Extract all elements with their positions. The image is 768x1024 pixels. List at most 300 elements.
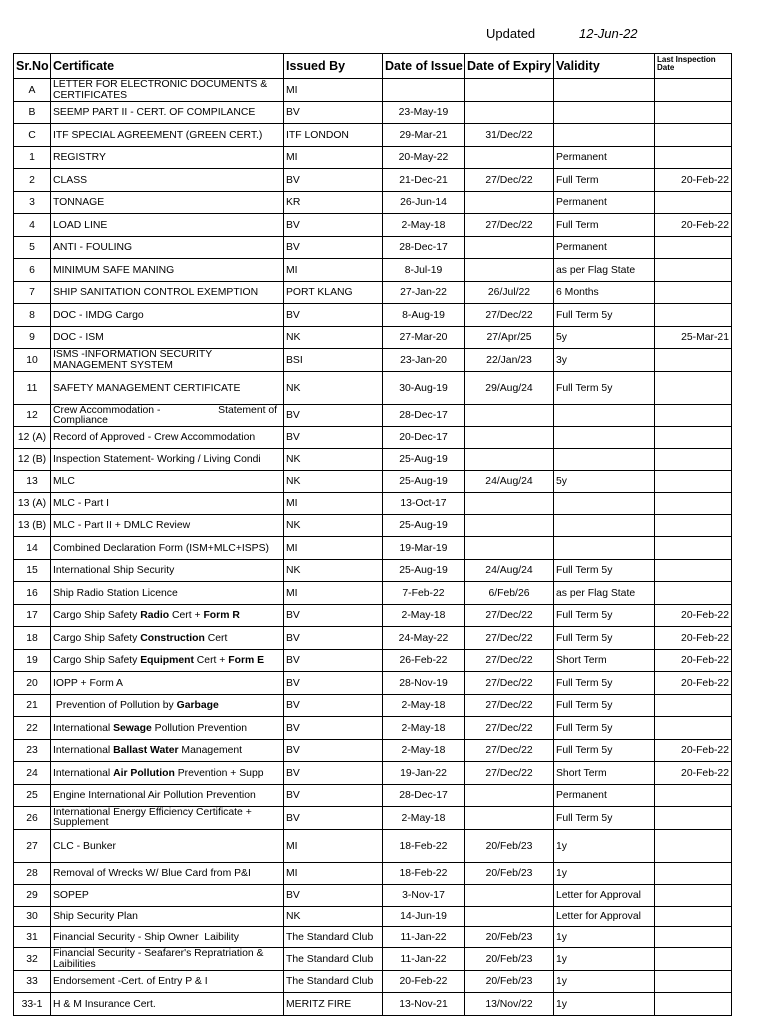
table-row <box>14 147 732 169</box>
row-issued-by: BV <box>284 717 383 740</box>
row-sr-number: 31 <box>14 927 51 948</box>
row-date-of-expiry: 27/Dec/22 <box>465 695 554 717</box>
row-certificate <box>51 560 284 582</box>
row-date-of-expiry <box>465 405 554 427</box>
row-validity: as per Flag State <box>554 259 655 282</box>
row-validity <box>554 537 655 560</box>
row-date-of-expiry <box>465 79 554 102</box>
certificate-text: International <box>53 745 114 756</box>
row-date-of-expiry: 27/Dec/22 <box>465 304 554 327</box>
certificate-text: Cert + <box>193 655 229 666</box>
certificate-text: Combined Declaration Form (ISM+MLC+ISPS) <box>53 542 269 554</box>
row-date-of-expiry <box>465 147 554 169</box>
row-certificate <box>51 372 284 405</box>
row-date-of-expiry: 31/Dec/22 <box>465 124 554 147</box>
row-date-of-expiry <box>465 907 554 927</box>
row-validity: Permanent <box>554 147 655 169</box>
certificate-text: Form R <box>203 610 240 621</box>
certificate-text: Form E <box>228 655 265 666</box>
table-row <box>14 493 732 515</box>
row-date-of-issue: 28-Nov-19 <box>383 672 465 695</box>
row-sr-number: C <box>14 124 51 147</box>
row-date-of-expiry <box>465 885 554 907</box>
table-row <box>14 650 732 672</box>
row-sr-number: 6 <box>14 259 51 282</box>
table-row <box>14 695 732 717</box>
row-last-inspection-date <box>655 147 732 169</box>
row-validity <box>554 79 655 102</box>
row-last-inspection-date <box>655 427 732 449</box>
row-certificate <box>51 427 284 449</box>
row-certificate <box>51 927 284 948</box>
row-issued-by: BV <box>284 605 383 627</box>
certificate-text: Removal of Wrecks W/ Blue Card from P&I <box>53 868 251 879</box>
row-sr-number: 20 <box>14 672 51 695</box>
row-issued-by: BV <box>284 885 383 907</box>
row-certificate <box>51 695 284 717</box>
certificate-text: ANTI - FOULING <box>53 242 133 253</box>
page-header <box>0 26 768 44</box>
row-issued-by: KR <box>284 192 383 214</box>
row-validity: Full Term <box>554 169 655 192</box>
certificate-text: Prevention of Pollution by <box>53 700 177 711</box>
row-issued-by: MI <box>284 147 383 169</box>
certificate-text: Cert <box>204 632 228 644</box>
row-certificate <box>51 993 284 1016</box>
table-row <box>14 537 732 560</box>
row-last-inspection-date <box>655 237 732 259</box>
certificates-table <box>13 53 732 1016</box>
row-validity: 1y <box>554 830 655 863</box>
row-last-inspection-date <box>655 124 732 147</box>
row-validity: Full Term 5y <box>554 695 655 717</box>
certificate-text: H & M Insurance Cert. <box>53 998 156 1010</box>
row-date-of-issue: 2-May-18 <box>383 717 465 740</box>
row-issued-by: The Standard Club <box>284 948 383 971</box>
row-certificate <box>51 349 284 372</box>
row-issued-by: BV <box>284 304 383 327</box>
row-last-inspection-date <box>655 830 732 863</box>
table-row <box>14 79 732 102</box>
row-last-inspection-date <box>655 695 732 717</box>
row-validity: Full Term 5y <box>554 560 655 582</box>
row-validity: Letter for Approval <box>554 907 655 927</box>
row-validity <box>554 449 655 471</box>
row-last-inspection-date <box>655 349 732 372</box>
row-last-inspection-date <box>655 405 732 427</box>
table-row <box>14 259 732 282</box>
table-row <box>14 885 732 907</box>
row-sr-number: 21 <box>14 695 51 717</box>
row-date-of-expiry <box>465 537 554 560</box>
row-sr-number: 12 (A) <box>14 427 51 449</box>
table-row <box>14 282 732 304</box>
row-last-inspection-date <box>655 102 732 124</box>
row-validity: Full Term 5y <box>554 807 655 830</box>
row-certificate <box>51 237 284 259</box>
row-date-of-expiry: 24/Aug/24 <box>465 560 554 582</box>
row-certificate <box>51 124 284 147</box>
certificate-text: SOPEP <box>53 890 89 901</box>
row-certificate <box>51 672 284 695</box>
row-issued-by: NK <box>284 515 383 537</box>
certificate-text: MLC - Part I <box>53 498 110 509</box>
row-date-of-issue: 11-Jan-22 <box>383 927 465 948</box>
row-last-inspection-date: 20-Feb-22 <box>655 650 732 672</box>
row-certificate <box>51 147 284 169</box>
certificate-text: LETTER FOR ELECTRONIC DOCUMENTS & CERTIFICATES <box>53 79 271 101</box>
row-issued-by: MI <box>284 863 383 885</box>
row-certificate <box>51 627 284 650</box>
row-last-inspection-date: 20-Feb-22 <box>655 740 732 762</box>
row-date-of-issue: 20-May-22 <box>383 147 465 169</box>
row-date-of-expiry <box>465 102 554 124</box>
certificate-text: SHIP SANITATION CONTROL EXEMPTION <box>53 287 259 298</box>
certificate-text: Ballast Water <box>113 745 179 756</box>
row-date-of-expiry: 29/Aug/24 <box>465 372 554 405</box>
certificate-text: International Ship Security <box>53 565 175 576</box>
row-issued-by: NK <box>284 372 383 405</box>
row-issued-by: BV <box>284 762 383 785</box>
table-row <box>14 214 732 237</box>
row-validity: 3y <box>554 349 655 372</box>
table-row <box>14 762 732 785</box>
row-validity: 5y <box>554 327 655 349</box>
certificate-text: Record of Approved - Crew Accommodation <box>53 432 256 443</box>
row-certificate <box>51 493 284 515</box>
row-issued-by: BV <box>284 695 383 717</box>
row-issued-by: NK <box>284 907 383 927</box>
certificate-text: Prevention + Supp <box>174 767 264 779</box>
table-row <box>14 560 732 582</box>
row-last-inspection-date <box>655 537 732 560</box>
row-sr-number: 12 (B) <box>14 449 51 471</box>
row-validity: 6 Months <box>554 282 655 304</box>
row-date-of-issue: 25-Aug-19 <box>383 471 465 493</box>
row-issued-by: MI <box>284 259 383 282</box>
table-row <box>14 124 732 147</box>
certificate-text: IOPP + Form A <box>53 677 123 689</box>
table-row <box>14 192 732 214</box>
certificate-text: DOC - ISM <box>53 332 104 343</box>
row-certificate <box>51 304 284 327</box>
row-last-inspection-date: 25-Mar-21 <box>655 327 732 349</box>
table-row <box>14 582 732 605</box>
table-row <box>14 907 732 927</box>
certificate-text: DOC - IMDG Cargo <box>53 309 144 321</box>
certificate-text: International Energy Efficiency Certificate + Supplement <box>53 807 255 828</box>
column-header-date-of-expiry: Date of Expiry <box>465 54 554 79</box>
row-issued-by: MI <box>284 537 383 560</box>
certificate-text: Inspection Statement- Working / Living Condi <box>53 454 261 465</box>
row-validity <box>554 493 655 515</box>
row-sr-number: 29 <box>14 885 51 907</box>
row-date-of-expiry <box>465 427 554 449</box>
certificate-text: Pollution Prevention <box>151 722 248 734</box>
row-date-of-issue: 11-Jan-22 <box>383 948 465 971</box>
row-issued-by: BSI <box>284 349 383 372</box>
row-certificate <box>51 650 284 672</box>
table-row <box>14 971 732 993</box>
column-header-validity: Validity <box>554 54 655 79</box>
row-last-inspection-date <box>655 785 732 807</box>
certificate-text: SAFETY MANAGEMENT CERTIFICATE <box>53 382 241 394</box>
row-certificate <box>51 102 284 124</box>
table-row <box>14 427 732 449</box>
row-date-of-expiry <box>465 237 554 259</box>
row-last-inspection-date: 20-Feb-22 <box>655 169 732 192</box>
certificate-text: Financial Security - Ship Owner Laibility <box>53 931 239 943</box>
row-sr-number: A <box>14 79 51 102</box>
row-last-inspection-date <box>655 304 732 327</box>
table-row <box>14 807 732 830</box>
table-header-row <box>14 54 732 79</box>
row-sr-number: 10 <box>14 349 51 372</box>
row-validity <box>554 515 655 537</box>
row-validity: Permanent <box>554 192 655 214</box>
row-certificate <box>51 863 284 885</box>
row-date-of-issue: 25-Aug-19 <box>383 449 465 471</box>
row-issued-by: NK <box>284 327 383 349</box>
row-date-of-expiry <box>465 493 554 515</box>
row-certificate <box>51 471 284 493</box>
row-sr-number: 30 <box>14 907 51 927</box>
certificate-text: International <box>53 722 114 734</box>
column-header-date-of-issue: Date of Issue <box>383 54 465 79</box>
row-last-inspection-date <box>655 993 732 1016</box>
certificate-text: Radio <box>140 610 170 621</box>
row-issued-by: NK <box>284 471 383 493</box>
row-date-of-issue: 3-Nov-17 <box>383 885 465 907</box>
row-validity: Full Term 5y <box>554 717 655 740</box>
row-issued-by: ITF LONDON <box>284 124 383 147</box>
row-sr-number: 1 <box>14 147 51 169</box>
certificate-text: Crew Accommodation - Statement of Compliance <box>53 404 280 426</box>
row-certificate <box>51 259 284 282</box>
row-sr-number: 12 <box>14 405 51 427</box>
row-issued-by: BV <box>284 169 383 192</box>
row-date-of-expiry: 13/Nov/22 <box>465 993 554 1016</box>
row-last-inspection-date <box>655 372 732 405</box>
table-row <box>14 740 732 762</box>
row-date-of-issue: 2-May-18 <box>383 605 465 627</box>
table-row <box>14 405 732 427</box>
certificate-text: REGISTRY <box>53 152 106 163</box>
row-certificate <box>51 79 284 102</box>
table-body <box>14 79 732 1016</box>
row-date-of-issue: 28-Dec-17 <box>383 405 465 427</box>
row-date-of-expiry: 26/Jul/22 <box>465 282 554 304</box>
certificate-text: Equipment <box>140 655 194 666</box>
updated-label: Updated <box>486 26 536 41</box>
row-date-of-expiry <box>465 785 554 807</box>
table-row <box>14 830 732 863</box>
row-certificate <box>51 907 284 927</box>
certificate-text: Financial Security - Seafarer's Repratriation & Laibilities <box>53 948 267 970</box>
row-date-of-expiry: 27/Dec/22 <box>465 169 554 192</box>
row-sr-number: 33 <box>14 971 51 993</box>
row-certificate <box>51 537 284 560</box>
row-validity: Full Term <box>554 214 655 237</box>
row-issued-by: PORT KLANG <box>284 282 383 304</box>
row-certificate <box>51 405 284 427</box>
row-issued-by: MI <box>284 79 383 102</box>
row-issued-by: MI <box>284 582 383 605</box>
row-date-of-issue: 2-May-18 <box>383 807 465 830</box>
row-date-of-issue: 28-Dec-17 <box>383 237 465 259</box>
row-certificate <box>51 605 284 627</box>
row-date-of-expiry: 27/Dec/22 <box>465 740 554 762</box>
row-issued-by: BV <box>284 102 383 124</box>
row-date-of-issue: 27-Jan-22 <box>383 282 465 304</box>
row-last-inspection-date: 20-Feb-22 <box>655 214 732 237</box>
row-last-inspection-date: 20-Feb-22 <box>655 762 732 785</box>
table-row <box>14 627 732 650</box>
row-date-of-expiry: 6/Feb/26 <box>465 582 554 605</box>
row-issued-by: BV <box>284 214 383 237</box>
row-date-of-issue: 30-Aug-19 <box>383 372 465 405</box>
row-last-inspection-date <box>655 885 732 907</box>
row-last-inspection-date <box>655 449 732 471</box>
row-last-inspection-date <box>655 907 732 927</box>
row-date-of-expiry: 20/Feb/23 <box>465 863 554 885</box>
row-date-of-issue: 14-Jun-19 <box>383 907 465 927</box>
row-issued-by: NK <box>284 449 383 471</box>
row-validity: Letter for Approval <box>554 885 655 907</box>
certificate-text: Engine International Air Pollution Prevention <box>53 790 256 801</box>
row-sr-number: 22 <box>14 717 51 740</box>
row-date-of-expiry: 27/Dec/22 <box>465 672 554 695</box>
row-date-of-issue: 20-Feb-22 <box>383 971 465 993</box>
row-sr-number: 33-1 <box>14 993 51 1016</box>
row-date-of-issue <box>383 79 465 102</box>
certificate-text: Sewage <box>113 722 152 734</box>
row-last-inspection-date <box>655 471 732 493</box>
row-issued-by: BV <box>284 405 383 427</box>
row-certificate <box>51 282 284 304</box>
row-validity: Short Term <box>554 650 655 672</box>
row-certificate <box>51 971 284 993</box>
row-certificate <box>51 449 284 471</box>
table-row <box>14 672 732 695</box>
row-date-of-issue: 23-May-19 <box>383 102 465 124</box>
row-date-of-issue: 8-Jul-19 <box>383 259 465 282</box>
row-date-of-expiry: 27/Apr/25 <box>465 327 554 349</box>
row-certificate <box>51 327 284 349</box>
row-validity: Permanent <box>554 237 655 259</box>
row-validity: Full Term 5y <box>554 304 655 327</box>
table-row <box>14 372 732 405</box>
column-header-certificate: Certificate <box>51 54 284 79</box>
table-row <box>14 102 732 124</box>
row-last-inspection-date <box>655 807 732 830</box>
row-date-of-issue: 13-Nov-21 <box>383 993 465 1016</box>
table-row <box>14 993 732 1016</box>
row-date-of-issue: 26-Jun-14 <box>383 192 465 214</box>
row-validity: 1y <box>554 993 655 1016</box>
row-date-of-expiry <box>465 192 554 214</box>
certificate-text: Cargo Ship Safety <box>53 610 141 621</box>
row-date-of-issue: 13-Oct-17 <box>383 493 465 515</box>
row-validity: Full Term 5y <box>554 605 655 627</box>
row-validity: Full Term 5y <box>554 740 655 762</box>
row-date-of-issue: 20-Dec-17 <box>383 427 465 449</box>
certificate-text: International <box>53 767 114 779</box>
certificate-text: MLC - Part II + DMLC Review <box>53 520 191 531</box>
row-date-of-expiry: 27/Dec/22 <box>465 627 554 650</box>
row-issued-by: NK <box>284 560 383 582</box>
row-sr-number: 28 <box>14 863 51 885</box>
row-date-of-issue: 23-Jan-20 <box>383 349 465 372</box>
column-header-last-inspection-date: Last Inspection Date <box>655 54 732 79</box>
row-sr-number: 16 <box>14 582 51 605</box>
certificate-text: CLASS <box>53 174 88 186</box>
row-issued-by: MERITZ FIRE <box>284 993 383 1016</box>
row-date-of-expiry: 27/Dec/22 <box>465 717 554 740</box>
row-sr-number: 2 <box>14 169 51 192</box>
row-last-inspection-date: 20-Feb-22 <box>655 627 732 650</box>
certificate-text: MLC <box>53 476 75 487</box>
row-certificate <box>51 717 284 740</box>
row-certificate <box>51 948 284 971</box>
row-date-of-expiry <box>465 259 554 282</box>
row-certificate <box>51 885 284 907</box>
row-date-of-issue: 21-Dec-21 <box>383 169 465 192</box>
row-sr-number: 4 <box>14 214 51 237</box>
row-last-inspection-date <box>655 948 732 971</box>
row-issued-by: The Standard Club <box>284 971 383 993</box>
row-date-of-issue: 2-May-18 <box>383 695 465 717</box>
row-date-of-issue: 18-Feb-22 <box>383 830 465 863</box>
certificate-text: Construction <box>140 632 205 644</box>
row-date-of-expiry: 20/Feb/23 <box>465 830 554 863</box>
row-validity: 1y <box>554 863 655 885</box>
certificate-text: Management <box>178 745 243 756</box>
row-issued-by: MI <box>284 830 383 863</box>
row-sr-number: 13 (A) <box>14 493 51 515</box>
row-sr-number: 5 <box>14 237 51 259</box>
row-sr-number: 32 <box>14 948 51 971</box>
row-sr-number: 27 <box>14 830 51 863</box>
row-date-of-issue: 26-Feb-22 <box>383 650 465 672</box>
row-date-of-expiry: 27/Dec/22 <box>465 650 554 672</box>
row-last-inspection-date <box>655 971 732 993</box>
row-sr-number: 11 <box>14 372 51 405</box>
row-date-of-expiry <box>465 449 554 471</box>
certificate-text: Cargo Ship Safety <box>53 632 141 644</box>
row-validity <box>554 427 655 449</box>
row-certificate <box>51 830 284 863</box>
row-sr-number: 26 <box>14 807 51 830</box>
table-row <box>14 717 732 740</box>
row-issued-by: BV <box>284 672 383 695</box>
row-certificate <box>51 785 284 807</box>
row-sr-number: 19 <box>14 650 51 672</box>
row-last-inspection-date: 20-Feb-22 <box>655 672 732 695</box>
certificate-text: LOAD LINE <box>53 219 108 231</box>
row-issued-by: BV <box>284 807 383 830</box>
row-issued-by: BV <box>284 627 383 650</box>
row-date-of-expiry <box>465 515 554 537</box>
row-last-inspection-date <box>655 493 732 515</box>
row-last-inspection-date <box>655 717 732 740</box>
row-sr-number: B <box>14 102 51 124</box>
certificate-text: Endorsement -Cert. of Entry P & I <box>53 976 208 987</box>
updated-date: 12-Jun-22 <box>579 26 638 41</box>
row-date-of-issue: 2-May-18 <box>383 740 465 762</box>
certificate-text: Cert + <box>169 610 204 621</box>
row-certificate <box>51 169 284 192</box>
